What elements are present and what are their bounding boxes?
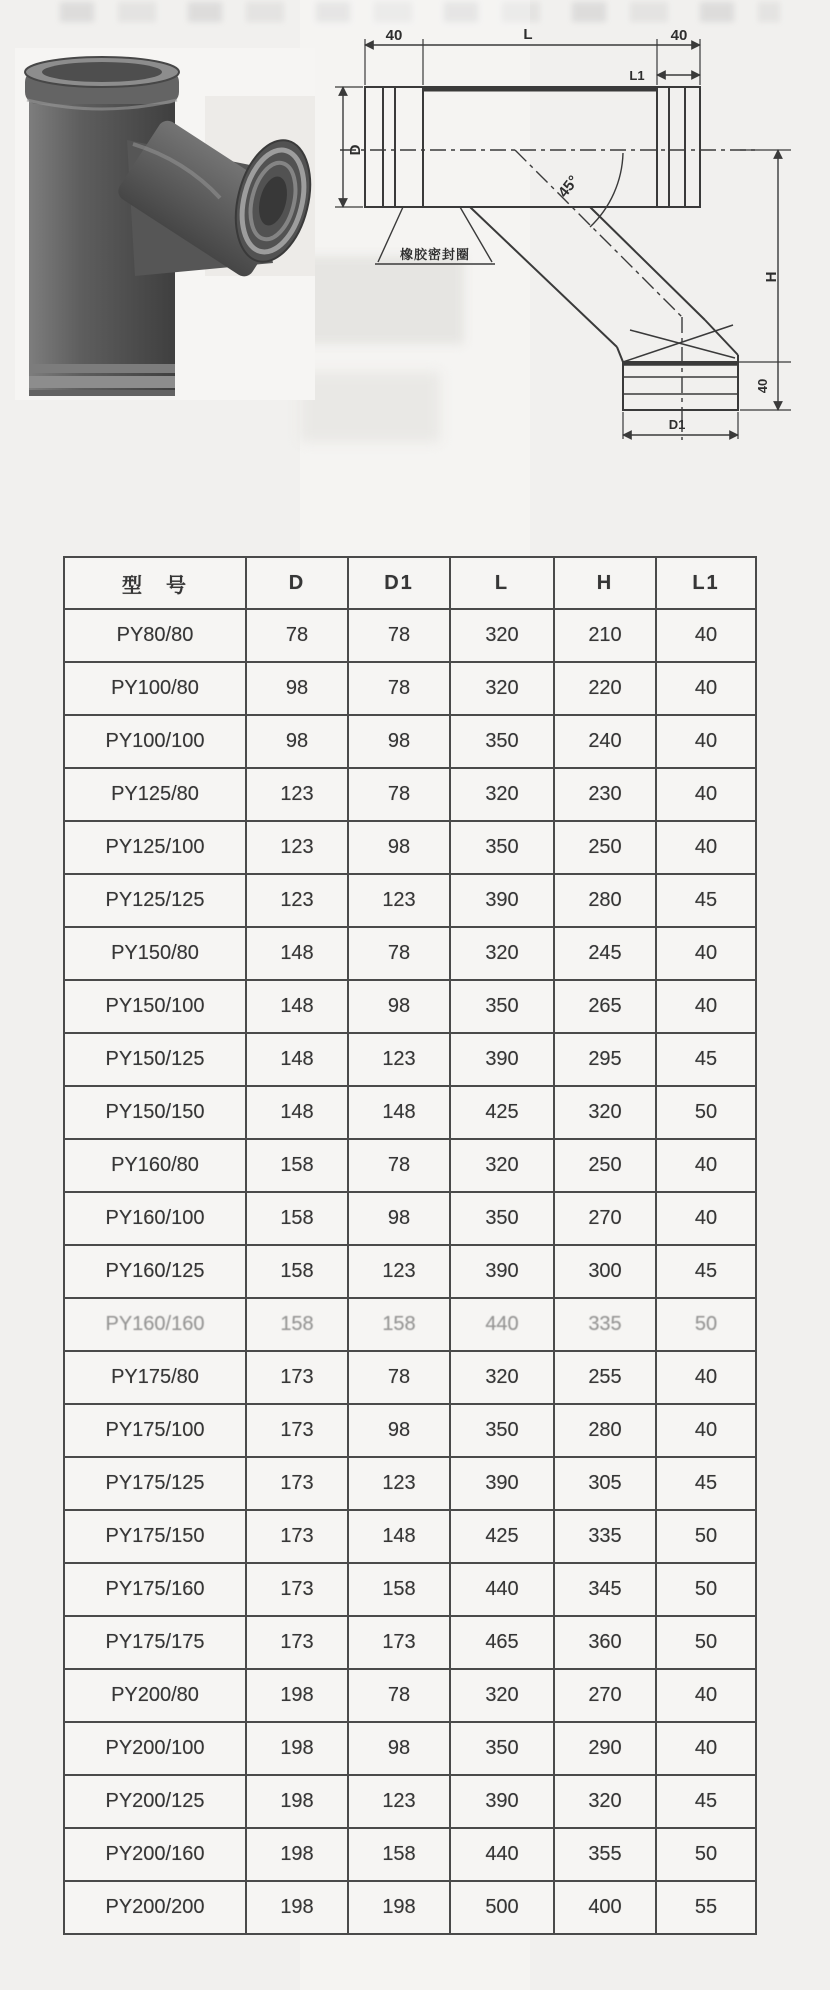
header-row <box>64 557 756 609</box>
value-cell: 280 <box>554 874 656 927</box>
table-row <box>64 1086 756 1139</box>
table-row <box>64 1192 756 1245</box>
value-cell: 440 <box>450 1298 554 1351</box>
model-cell: PY200/125 <box>64 1775 246 1828</box>
value-cell: 98 <box>348 1192 450 1245</box>
model-cell: PY175/175 <box>64 1616 246 1669</box>
table-row <box>64 1775 756 1828</box>
value-cell: 350 <box>450 980 554 1033</box>
column-header: D <box>246 557 348 609</box>
value-cell: 198 <box>246 1828 348 1881</box>
column-header: L1 <box>656 557 756 609</box>
value-cell: 98 <box>348 1722 450 1775</box>
value-cell: 270 <box>554 1192 656 1245</box>
value-cell: 440 <box>450 1563 554 1616</box>
value-cell: 55 <box>656 1881 756 1934</box>
value-cell: 300 <box>554 1245 656 1298</box>
value-cell: 123 <box>348 1775 450 1828</box>
value-cell: 320 <box>450 1139 554 1192</box>
value-cell: 198 <box>246 1722 348 1775</box>
model-cell: PY200/200 <box>64 1881 246 1934</box>
value-cell: 198 <box>246 1881 348 1934</box>
branch-outline <box>470 207 617 347</box>
model-cell: PY100/80 <box>64 662 246 715</box>
model-cell: PY150/80 <box>64 927 246 980</box>
value-cell: 305 <box>554 1457 656 1510</box>
table-row <box>64 1033 756 1086</box>
bottom-socket <box>623 362 738 410</box>
value-cell: 50 <box>656 1510 756 1563</box>
value-cell: 320 <box>450 609 554 662</box>
value-cell: 98 <box>348 980 450 1033</box>
value-cell: 98 <box>348 821 450 874</box>
value-cell: 40 <box>656 1404 756 1457</box>
value-cell: 123 <box>348 1457 450 1510</box>
value-cell: 390 <box>450 1775 554 1828</box>
value-cell: 158 <box>348 1563 450 1616</box>
value-cell: 335 <box>554 1298 656 1351</box>
model-cell: PY80/80 <box>64 609 246 662</box>
dim-label-L1: L1 <box>629 68 645 83</box>
table-row <box>64 1298 756 1351</box>
table-row <box>64 609 756 662</box>
value-cell: 173 <box>246 1457 348 1510</box>
table-row <box>64 1722 756 1775</box>
value-cell: 148 <box>348 1510 450 1563</box>
value-cell: 45 <box>656 1775 756 1828</box>
value-cell: 198 <box>246 1775 348 1828</box>
value-cell: 230 <box>554 768 656 821</box>
value-cell: 50 <box>656 1828 756 1881</box>
value-cell: 173 <box>348 1616 450 1669</box>
value-cell: 45 <box>656 1245 756 1298</box>
value-cell: 173 <box>246 1510 348 1563</box>
value-cell: 173 <box>246 1616 348 1669</box>
value-cell: 50 <box>656 1563 756 1616</box>
angle-label-45: 45° <box>554 172 583 201</box>
value-cell: 78 <box>348 1139 450 1192</box>
value-cell: 50 <box>656 1086 756 1139</box>
value-cell: 390 <box>450 1245 554 1298</box>
dim-label-L: L <box>523 26 533 43</box>
fitting-bottom-groove <box>29 364 175 373</box>
table-row <box>64 662 756 715</box>
value-cell: 220 <box>554 662 656 715</box>
value-cell: 250 <box>554 1139 656 1192</box>
value-cell: 98 <box>348 715 450 768</box>
value-cell: 45 <box>656 874 756 927</box>
table-row <box>64 1669 756 1722</box>
value-cell: 40 <box>656 662 756 715</box>
table-row <box>64 821 756 874</box>
value-cell: 465 <box>450 1616 554 1669</box>
value-cell: 158 <box>246 1245 348 1298</box>
model-cell: PY125/125 <box>64 874 246 927</box>
value-cell: 320 <box>450 662 554 715</box>
value-cell: 240 <box>554 715 656 768</box>
spec-table-header <box>64 557 756 609</box>
value-cell: 158 <box>246 1139 348 1192</box>
column-header: D1 <box>348 557 450 609</box>
angle-arc <box>590 153 623 227</box>
value-cell: 173 <box>246 1404 348 1457</box>
table-row <box>64 1881 756 1934</box>
table-row <box>64 715 756 768</box>
model-cell: PY200/160 <box>64 1828 246 1881</box>
model-cell: PY175/80 <box>64 1351 246 1404</box>
model-cell: PY150/125 <box>64 1033 246 1086</box>
value-cell: 158 <box>348 1298 450 1351</box>
value-cell: 148 <box>246 1086 348 1139</box>
model-cell: PY175/150 <box>64 1510 246 1563</box>
value-cell: 78 <box>348 609 450 662</box>
value-cell: 123 <box>246 821 348 874</box>
technical-drawing <box>285 25 820 450</box>
table-row <box>64 1510 756 1563</box>
value-cell: 320 <box>554 1775 656 1828</box>
value-cell: 320 <box>450 768 554 821</box>
value-cell: 98 <box>246 662 348 715</box>
value-cell: 355 <box>554 1828 656 1881</box>
value-cell: 45 <box>656 1457 756 1510</box>
value-cell: 40 <box>656 980 756 1033</box>
table-row <box>64 980 756 1033</box>
product-photo-cast-iron-skew-tee <box>15 48 315 400</box>
value-cell: 270 <box>554 1669 656 1722</box>
value-cell: 40 <box>656 1669 756 1722</box>
value-cell: 320 <box>554 1086 656 1139</box>
value-cell: 123 <box>246 874 348 927</box>
value-cell: 350 <box>450 1722 554 1775</box>
model-cell: PY150/150 <box>64 1086 246 1139</box>
pipe-outline <box>365 87 700 207</box>
model-cell: PY175/100 <box>64 1404 246 1457</box>
value-cell: 148 <box>246 1033 348 1086</box>
model-cell: PY125/100 <box>64 821 246 874</box>
value-cell: 78 <box>348 1351 450 1404</box>
value-cell: 335 <box>554 1510 656 1563</box>
model-cell: PY160/80 <box>64 1139 246 1192</box>
value-cell: 45 <box>656 1033 756 1086</box>
value-cell: 78 <box>348 768 450 821</box>
rubber-seal-annotation: 橡胶密封圈 <box>399 247 471 262</box>
value-cell: 123 <box>348 1033 450 1086</box>
dim-label-40-bottom: 40 <box>755 378 770 394</box>
value-cell: 98 <box>246 715 348 768</box>
value-cell: 250 <box>554 821 656 874</box>
value-cell: 255 <box>554 1351 656 1404</box>
value-cell: 173 <box>246 1563 348 1616</box>
table-row <box>64 1616 756 1669</box>
table-row <box>64 1139 756 1192</box>
value-cell: 345 <box>554 1563 656 1616</box>
value-cell: 425 <box>450 1086 554 1139</box>
value-cell: 40 <box>656 1139 756 1192</box>
value-cell: 158 <box>246 1192 348 1245</box>
value-cell: 425 <box>450 1510 554 1563</box>
value-cell: 440 <box>450 1828 554 1881</box>
model-cell: PY150/100 <box>64 980 246 1033</box>
value-cell: 123 <box>348 1245 450 1298</box>
value-cell: 158 <box>246 1298 348 1351</box>
value-cell: 350 <box>450 821 554 874</box>
value-cell: 40 <box>656 927 756 980</box>
branch-elbow <box>617 347 623 362</box>
column-header: 型 号 <box>64 557 246 609</box>
value-cell: 78 <box>348 1669 450 1722</box>
value-cell: 320 <box>450 927 554 980</box>
value-cell: 40 <box>656 1351 756 1404</box>
dim-label-H: H <box>763 271 780 283</box>
value-cell: 390 <box>450 874 554 927</box>
value-cell: 198 <box>348 1881 450 1934</box>
table-row <box>64 1245 756 1298</box>
model-cell: PY100/100 <box>64 715 246 768</box>
value-cell: 40 <box>656 609 756 662</box>
value-cell: 500 <box>450 1881 554 1934</box>
table-row <box>64 768 756 821</box>
value-cell: 198 <box>246 1669 348 1722</box>
table-row <box>64 1457 756 1510</box>
model-cell: PY175/125 <box>64 1457 246 1510</box>
dim-label-40-right: 40 <box>670 27 688 44</box>
model-cell: PY160/100 <box>64 1192 246 1245</box>
value-cell: 350 <box>450 1404 554 1457</box>
value-cell: 40 <box>656 1722 756 1775</box>
dim-label-D: D <box>347 144 364 156</box>
value-cell: 123 <box>246 768 348 821</box>
value-cell: 50 <box>656 1616 756 1669</box>
value-cell: 390 <box>450 1457 554 1510</box>
value-cell: 350 <box>450 715 554 768</box>
value-cell: 280 <box>554 1404 656 1457</box>
value-cell: 50 <box>656 1298 756 1351</box>
value-cell: 210 <box>554 609 656 662</box>
value-cell: 320 <box>450 1669 554 1722</box>
value-cell: 360 <box>554 1616 656 1669</box>
fitting-top-opening <box>42 62 162 82</box>
value-cell: 98 <box>348 1404 450 1457</box>
column-header: L <box>450 557 554 609</box>
column-header: H <box>554 557 656 609</box>
branch-outline <box>590 207 705 320</box>
value-cell: 148 <box>348 1086 450 1139</box>
model-cell: PY160/125 <box>64 1245 246 1298</box>
table-row <box>64 927 756 980</box>
spec-table-body <box>64 609 756 1934</box>
value-cell: 295 <box>554 1033 656 1086</box>
value-cell: 173 <box>246 1351 348 1404</box>
value-cell: 148 <box>246 980 348 1033</box>
value-cell: 78 <box>246 609 348 662</box>
table-row <box>64 874 756 927</box>
model-cell: PY160/160 <box>64 1298 246 1351</box>
value-cell: 390 <box>450 1033 554 1086</box>
model-cell: PY125/80 <box>64 768 246 821</box>
dim-label-40-left: 40 <box>385 27 403 44</box>
value-cell: 350 <box>450 1192 554 1245</box>
model-cell: PY175/160 <box>64 1563 246 1616</box>
value-cell: 400 <box>554 1881 656 1934</box>
spec-table <box>63 556 757 1935</box>
fitting-bottom-groove <box>29 390 175 396</box>
value-cell: 78 <box>348 662 450 715</box>
value-cell: 158 <box>348 1828 450 1881</box>
value-cell: 40 <box>656 821 756 874</box>
value-cell: 40 <box>656 715 756 768</box>
value-cell: 78 <box>348 927 450 980</box>
value-cell: 123 <box>348 874 450 927</box>
dim-label-D1: D1 <box>668 417 686 432</box>
table-row <box>64 1563 756 1616</box>
table-row <box>64 1828 756 1881</box>
model-cell: PY200/80 <box>64 1669 246 1722</box>
value-cell: 40 <box>656 768 756 821</box>
value-cell: 40 <box>656 1192 756 1245</box>
value-cell: 265 <box>554 980 656 1033</box>
table-row <box>64 1404 756 1457</box>
model-cell: PY200/100 <box>64 1722 246 1775</box>
value-cell: 290 <box>554 1722 656 1775</box>
value-cell: 245 <box>554 927 656 980</box>
table-row <box>64 1351 756 1404</box>
value-cell: 320 <box>450 1351 554 1404</box>
fitting-bottom-groove <box>29 376 175 388</box>
value-cell: 148 <box>246 927 348 980</box>
